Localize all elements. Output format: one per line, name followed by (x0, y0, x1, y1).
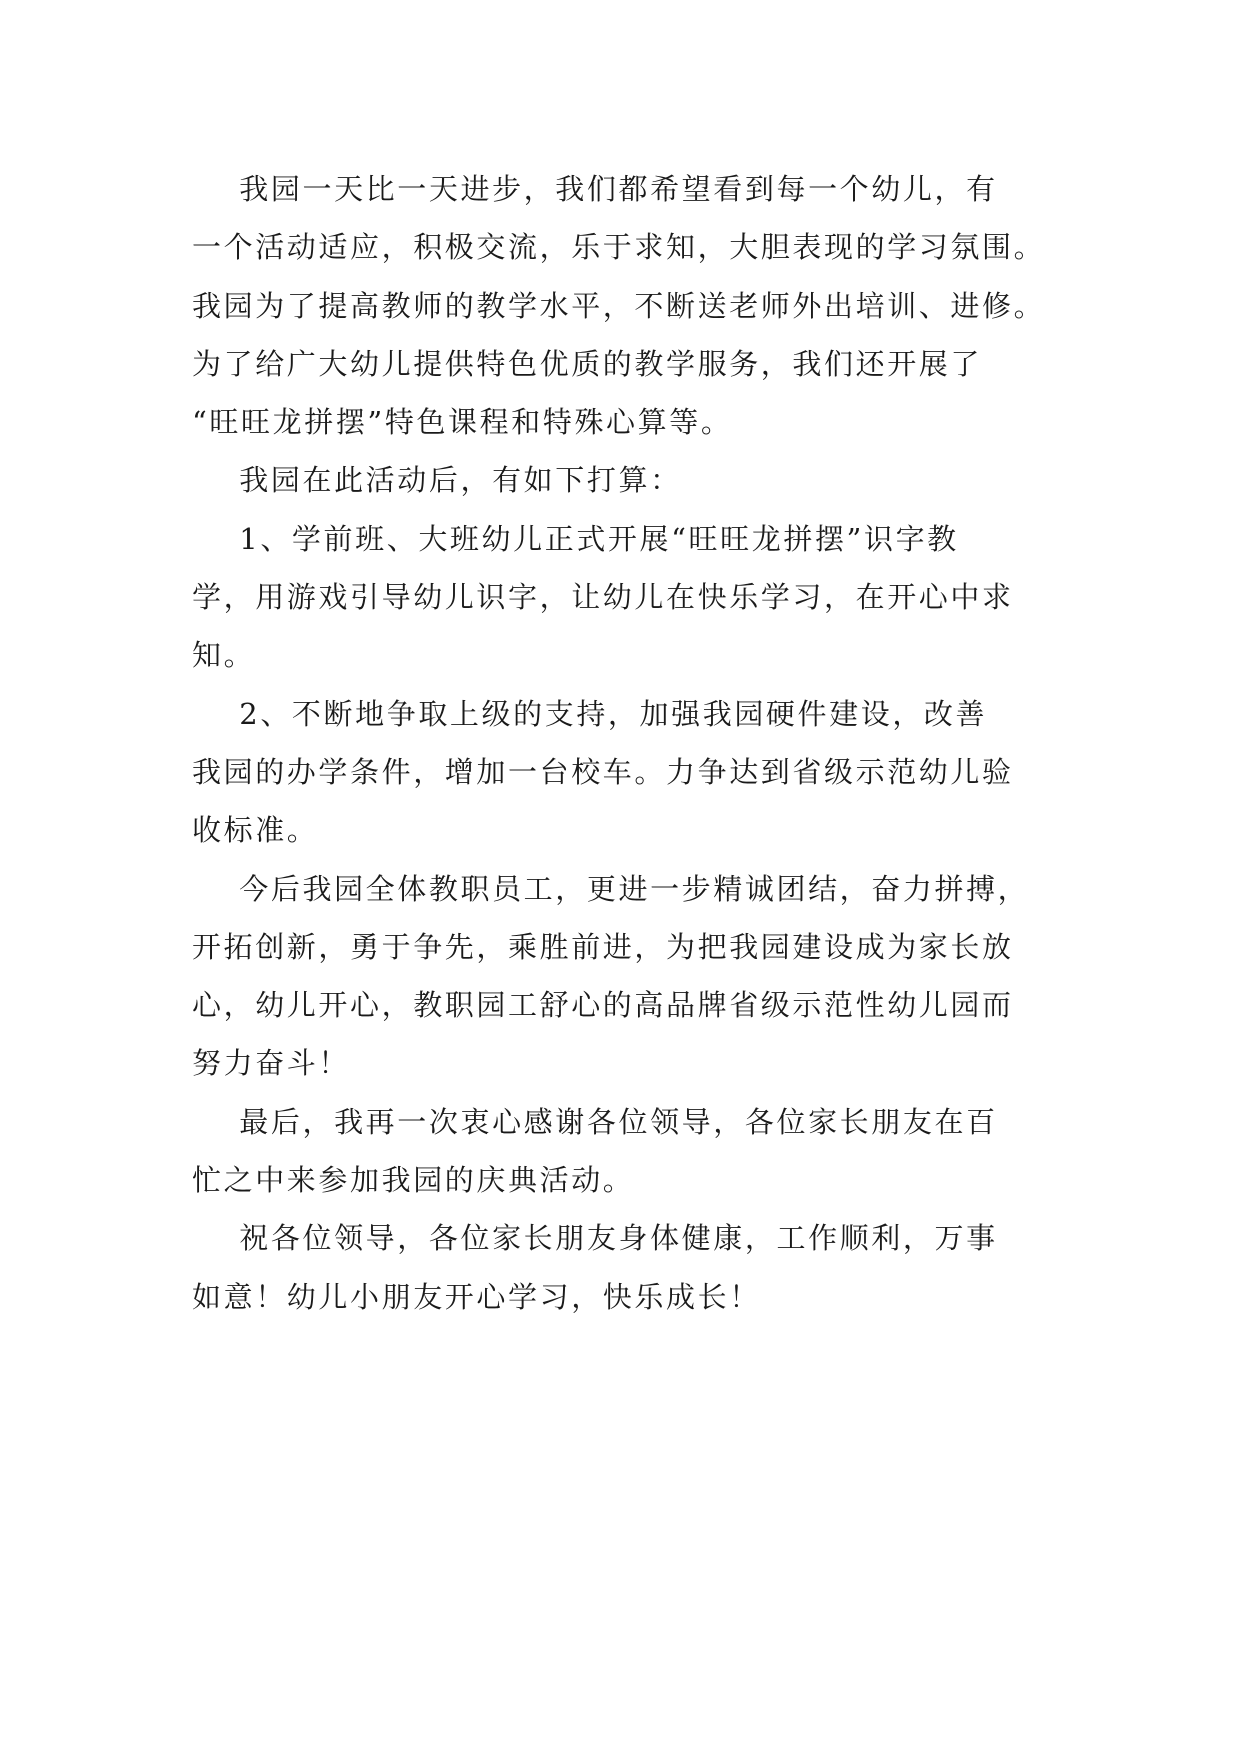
paragraph-future-goals: 今后我园全体教职员工，更进一步精诚团结，奋力拼搏， 开拓创新，勇于争先，乘胜前进，为把我园建设成为家长放 心，幼儿开心，教职园工舒心的高品牌省级示范性幼儿园而 努力奋斗！ (192, 871, 1030, 1081)
paragraph-plan-item-2: 2、不断地争取上级的支持，加强我园硬件建设，改善 我园的办学条件，增加一台校车。力争达到省级示范幼儿验 收标准。 (192, 696, 1014, 848)
document-body (192, 160, 1052, 1326)
paragraph-plan-intro: 我园在此活动后，有如下打算： (192, 463, 682, 498)
paragraph-thanks: 最后，我再一次衷心感谢各位领导，各位家长朋友在百 忙之中来参加我园的庆典活动。 (192, 1104, 998, 1198)
paragraph-wishes: 祝各位领导，各位家长朋友身体健康，工作顺利，万事 如意！幼儿小朋友开心学习，快乐成长！ (192, 1221, 998, 1314)
paragraph-plan-item-1: 1、学前班、大班幼儿正式开展“旺旺龙拼摆”识字教 学，用游戏引导幼儿识字，让幼儿在快乐学习，在开心中求 知。 (192, 521, 1014, 673)
paragraph-progress: 我园一天比一天进步，我们都希望看到每一个幼儿，有 一个活动适应，积极交流，乐于求知，大胆表现的学习氛围。 我园为了提高教师的教学水平，不断送老师外出培训、进修。 为了给广大幼儿提供特色优质的教学服务，我们还开展了 “旺旺龙拼摆”特色课程和特殊心算等。 (192, 172, 1046, 440)
